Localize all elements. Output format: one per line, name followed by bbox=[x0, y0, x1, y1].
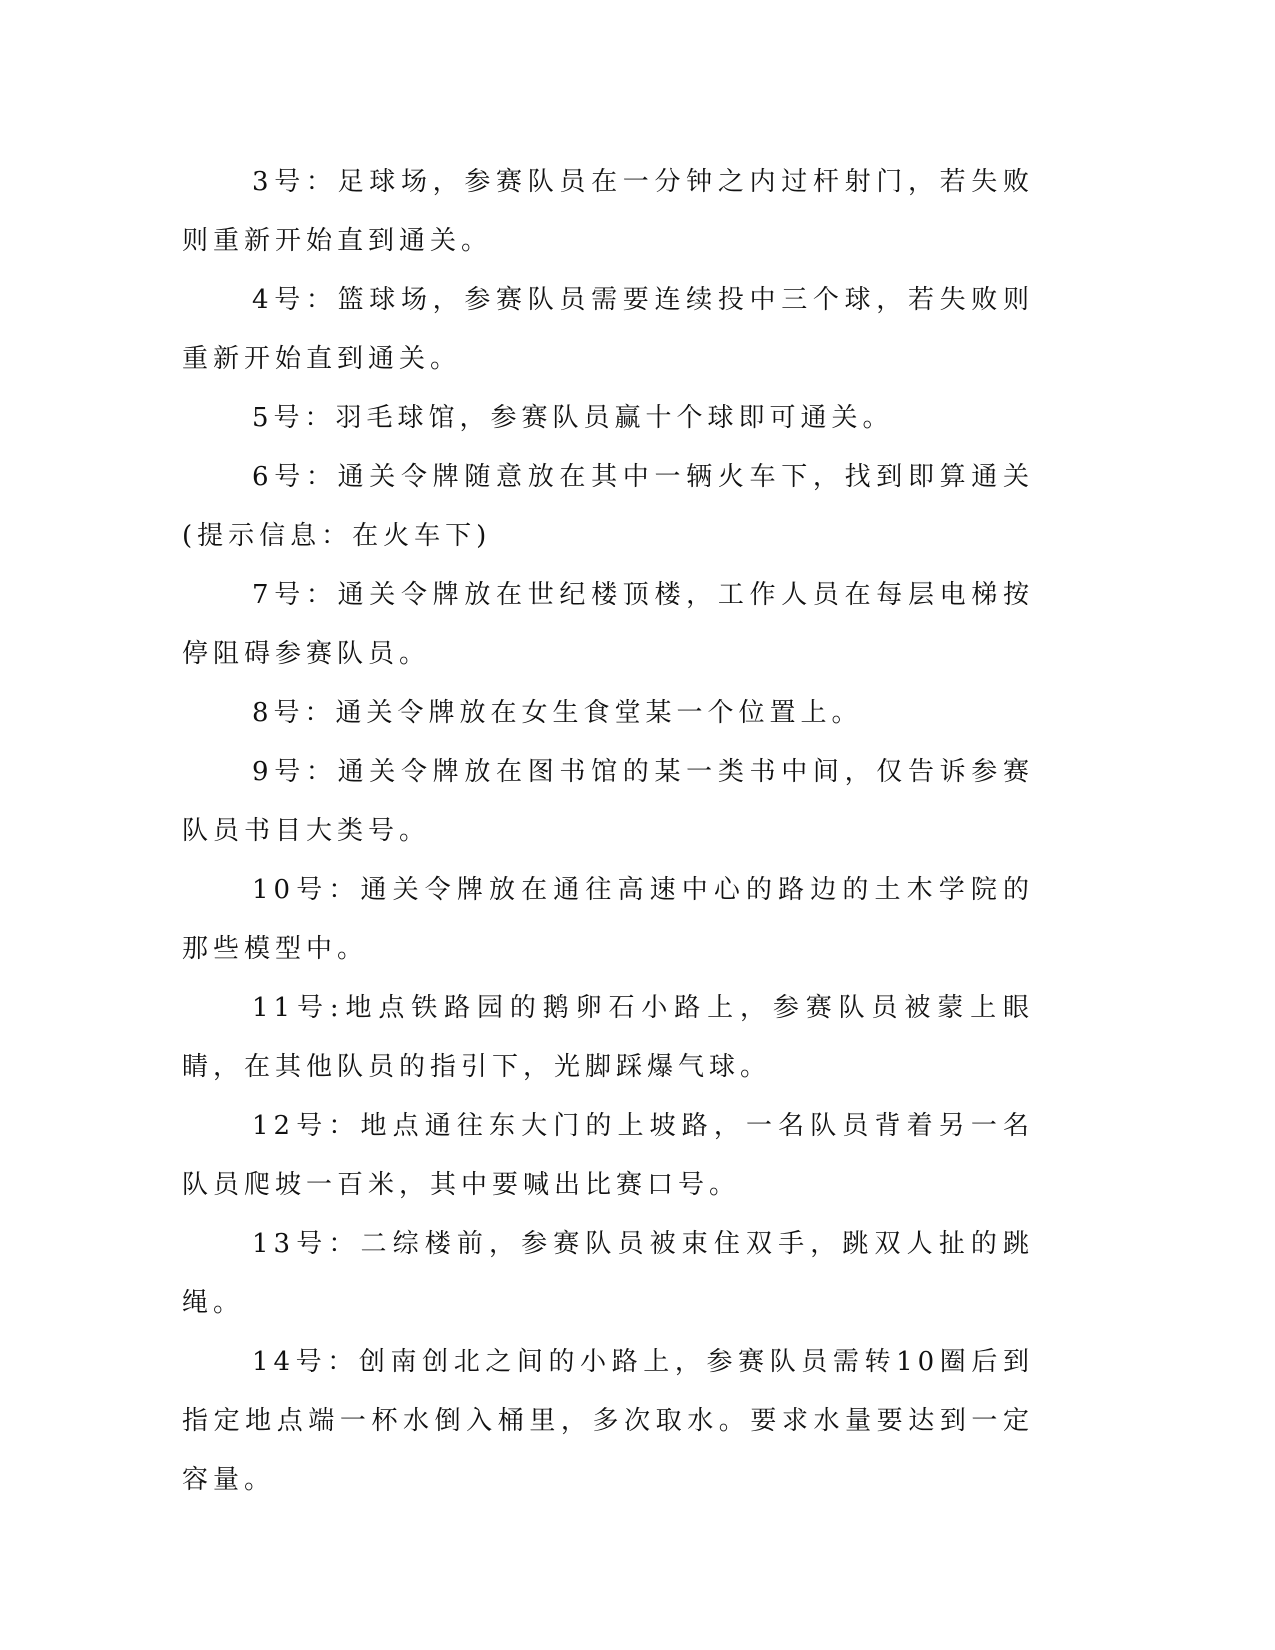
paragraph-11: 11号:地点铁路园的鹅卵石小路上，参赛队员被蒙上眼睛，在其他队员的指引下，光脚踩爆气球。 bbox=[182, 993, 1034, 1082]
paragraph-13: 13号：二综楼前，参赛队员被束住双手，跳双人扯的跳绳。 bbox=[182, 1229, 1034, 1318]
document-body bbox=[182, 153, 1034, 1510]
paragraph-10: 10号：通关令牌放在通往高速中心的路边的土木学院的那些模型中。 bbox=[182, 875, 1034, 964]
paragraph-8: 8号：通关令牌放在女生食堂某一个位置上。 bbox=[252, 698, 863, 728]
paragraph-12: 12号：地点通往东大门的上坡路，一名队员背着另一名队员爬坡一百米，其中要喊出比赛口号。 bbox=[182, 1111, 1034, 1200]
paragraph-4: 4号：篮球场，参赛队员需要连续投中三个球，若失败则重新开始直到通关。 bbox=[182, 285, 1034, 374]
paragraph-3: 3号：足球场，参赛队员在一分钟之内过杆射门，若失败则重新开始直到通关。 bbox=[182, 167, 1034, 256]
paragraph-6: 6号：通关令牌随意放在其中一辆火车下，找到即算通关(提示信息：在火车下) bbox=[182, 462, 1034, 551]
paragraph-7: 7号：通关令牌放在世纪楼顶楼，工作人员在每层电梯按停阻碍参赛队员。 bbox=[182, 580, 1034, 669]
paragraph-5: 5号：羽毛球馆，参赛队员赢十个球即可通关。 bbox=[252, 403, 894, 433]
paragraph-9: 9号：通关令牌放在图书馆的某一类书中间，仅告诉参赛队员书目大类号。 bbox=[182, 757, 1034, 846]
paragraph-14: 14号：创南创北之间的小路上，参赛队员需转10圈后到指定地点端一杯水倒入桶里，多次取水。要求水量要达到一定容量。 bbox=[182, 1347, 1034, 1495]
